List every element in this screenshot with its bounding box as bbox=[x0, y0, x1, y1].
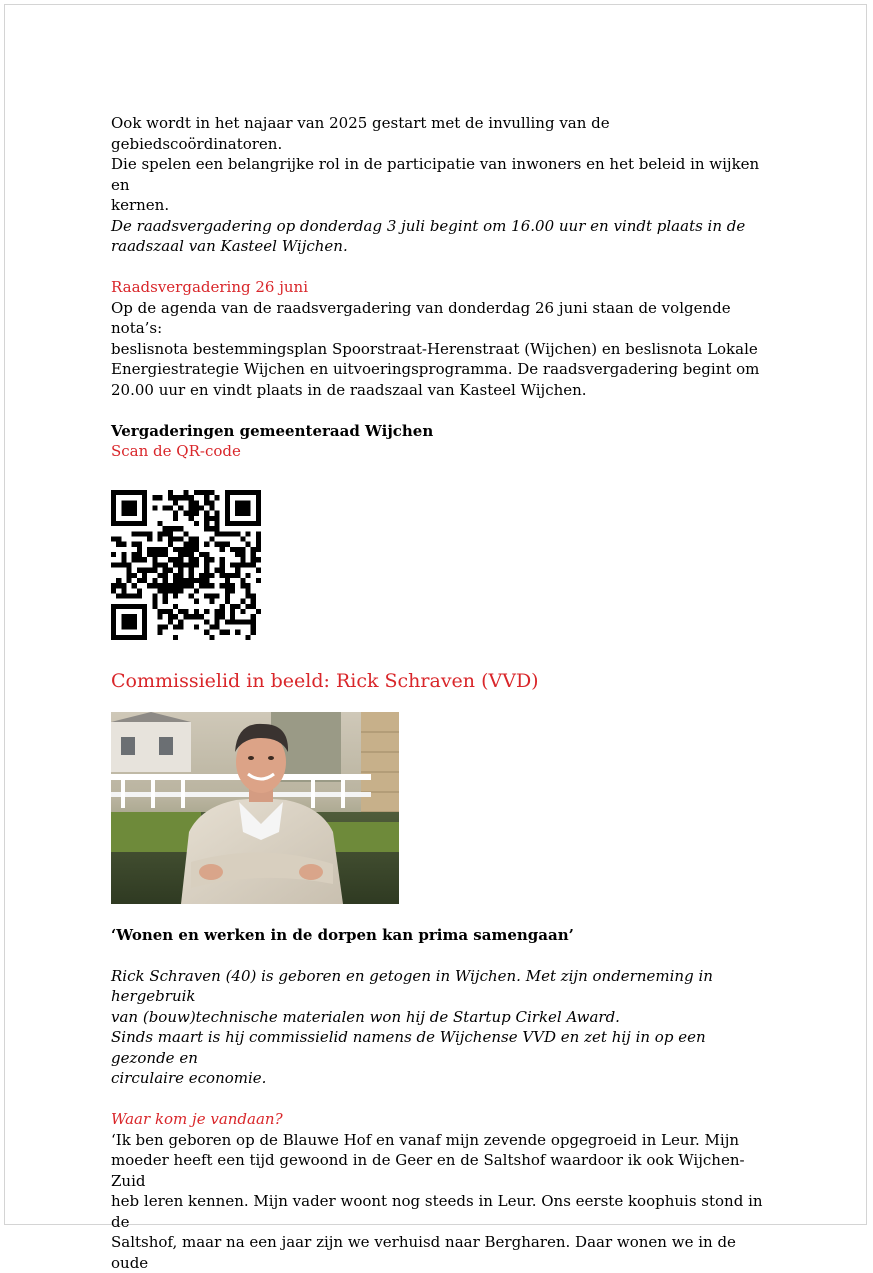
intro-line: Rick Schraven (40) is geboren en getogen in Wijchen. Met zijn onderneming in hergebruik bbox=[111, 966, 713, 1005]
qr-code-icon bbox=[111, 490, 261, 640]
italic-line: raadszaal van Kasteel Wijchen. bbox=[111, 237, 348, 255]
portrait-photo bbox=[111, 712, 399, 904]
answer-line: Saltshof, maar na een jaar zijn we verhuisd naar Bergharen. Daar wonen we in de oude bbox=[111, 1233, 736, 1272]
intro-line: van (bouw)technische materialen won hij de Startup Cirkel Award. bbox=[111, 1007, 620, 1026]
intro-line: circulaire economie. bbox=[111, 1069, 267, 1087]
bold-heading: Vergaderingen gemeenteraad Wijchen bbox=[111, 421, 434, 440]
paragraph-line: Energiestrategie Wijchen en uitvoeringsprogramma. De raadsvergadering begint om bbox=[111, 360, 760, 378]
answer-line: heb leren kennen. Mijn vader woont nog steeds in Leur. Ons eerste koophuis stond in de bbox=[111, 1192, 763, 1231]
paragraph-line: kernen. bbox=[111, 196, 170, 214]
section-heading: Raadsvergadering 26 juni bbox=[111, 278, 308, 296]
answer-line: ‘Ik ben geboren op de Blauwe Hof en vanaf mijn zevende opgegroeid in Leur. Mijn bbox=[111, 1130, 740, 1149]
paragraph-line: Ook wordt in het najaar van 2025 gestart met de invulling van de gebiedscoördinatoren. bbox=[111, 114, 610, 153]
profile-heading: Commissielid in beeld: Rick Schraven (VVD) bbox=[111, 669, 539, 692]
qr-code[interactable] bbox=[111, 490, 261, 640]
document-page bbox=[4, 4, 867, 1272]
page-content bbox=[111, 113, 771, 1273]
paragraph-line: Op de agenda van de raadsvergadering van donderdag 26 juni staan de volgende nota’s: bbox=[111, 298, 731, 337]
interview-title: ‘Wonen en werken in de dorpen kan prima samengaan’ bbox=[111, 925, 574, 944]
italic-line: De raadsvergadering op donderdag 3 juli begint om 16.00 uur en vindt plaats in de bbox=[111, 216, 746, 235]
interview-question: Waar kom je vandaan? bbox=[111, 1110, 283, 1128]
intro-line: Sinds maart is hij commissielid namens de Wijchense VVD en zet hij in op een gezonde en bbox=[111, 1028, 706, 1067]
answer-line: moeder heeft een tijd gewoond in de Geer en de Saltshof waardoor ik ook Wijchen-Zuid bbox=[111, 1151, 745, 1190]
paragraph-line: beslisnota bestemmingsplan Spoorstraat-Herenstraat (Wijchen) en beslisnota Lokale bbox=[111, 339, 758, 358]
paragraph-line: Die spelen een belangrijke rol in de participatie van inwoners en het beleid in wijken en bbox=[111, 155, 760, 194]
qr-instruction: Scan de QR-code bbox=[111, 442, 241, 460]
paragraph-line: 20.00 uur en vindt plaats in de raadszaal van Kasteel Wijchen. bbox=[111, 380, 587, 399]
